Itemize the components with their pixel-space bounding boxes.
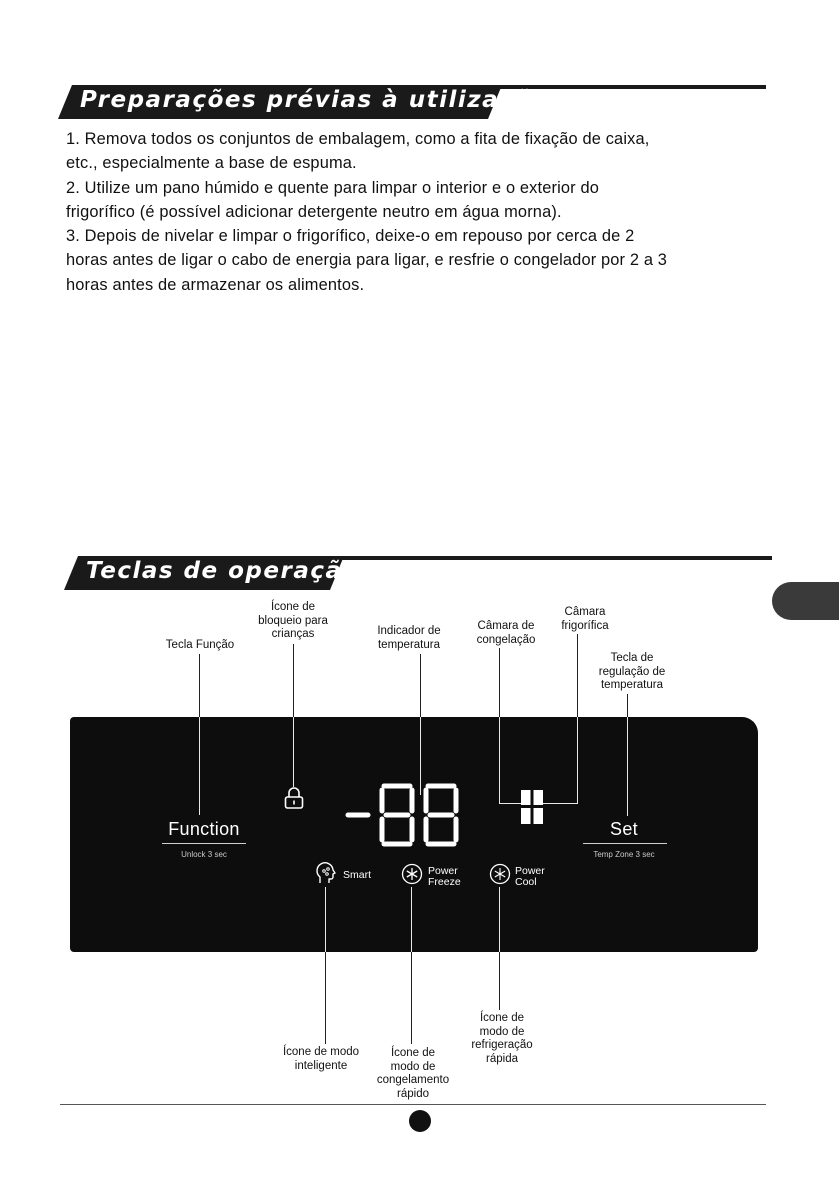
instruction-line: horas antes de ligar o cabo de energia para ligar, e resfrie o congelador por 2 a 3 bbox=[66, 251, 668, 270]
page-number-marker bbox=[409, 1110, 431, 1132]
leader-line bbox=[411, 952, 412, 1044]
instruction-line: 3. Depois de nivelar e limpar o frigorífico, deixe-o em repouso por cerca de 2 bbox=[66, 227, 635, 246]
leader-line bbox=[627, 717, 628, 816]
set-key-hint: Temp Zone 3 sec bbox=[593, 850, 655, 859]
side-tab bbox=[772, 582, 839, 620]
power-freeze-icon bbox=[401, 863, 423, 885]
leader-line bbox=[577, 634, 578, 717]
section2-title: Teclas de operação bbox=[86, 558, 360, 584]
callout-congelamento-rapido: Ícone de modo de congelamento rápido bbox=[376, 1047, 450, 1100]
smart-mode-label: Smart bbox=[343, 869, 372, 881]
smart-mode-icon bbox=[314, 862, 338, 886]
power-cool-label: Power Cool bbox=[515, 865, 545, 888]
temperature-display bbox=[342, 782, 468, 848]
leader-line bbox=[325, 887, 326, 952]
leader-line bbox=[499, 887, 500, 952]
callout-refrigeracao-rapida: Ícone de modo de refrigeração rápida bbox=[471, 1012, 533, 1065]
callout-modo-inteligente: Ícone de modo inteligente bbox=[282, 1046, 360, 1072]
instruction-line: etc., especialmente a base de espuma. bbox=[66, 154, 357, 173]
function-key-hint: Unlock 3 sec bbox=[181, 850, 227, 859]
callout-tecla-funcao: Tecla Função bbox=[165, 639, 235, 651]
callout-regulacao: Tecla de regulação de temperatura bbox=[598, 652, 666, 691]
section2-rule bbox=[322, 556, 772, 560]
instruction-line: frigorífico (é possível adicionar detergente neutro em água morna). bbox=[66, 202, 562, 221]
leader-line bbox=[499, 952, 500, 1010]
callout-bloqueio: Ícone de bloqueio para crianças bbox=[258, 601, 328, 640]
instruction-line: 2. Utilize um pano húmido e quente para limpar o interior e o exterior do bbox=[66, 178, 600, 197]
leader-line bbox=[499, 648, 500, 717]
leader-line bbox=[199, 654, 200, 717]
function-key-underline bbox=[162, 843, 246, 844]
leader-line bbox=[411, 887, 412, 952]
leader-line bbox=[199, 717, 200, 815]
callout-frigorifica: Câmara frigorífica bbox=[561, 606, 609, 632]
callout-indicador: Indicador de temperatura bbox=[377, 625, 441, 651]
leader-line bbox=[420, 654, 421, 717]
set-key[interactable]: Set bbox=[610, 819, 638, 839]
leader-line bbox=[577, 717, 578, 803]
set-key-underline bbox=[583, 843, 667, 844]
leader-line bbox=[325, 952, 326, 1044]
instruction-line: horas antes de armazenar os alimentos. bbox=[66, 275, 365, 294]
instruction-line: 1. Remova todos os conjuntos de embalagem, como a fita de fixação de caixa, bbox=[66, 130, 650, 148]
lock-icon bbox=[284, 786, 304, 810]
function-key[interactable]: Function bbox=[168, 819, 240, 839]
compartment-icon bbox=[520, 789, 544, 825]
footer-rule bbox=[60, 1104, 766, 1105]
leader-line bbox=[293, 644, 294, 717]
power-cool-icon bbox=[489, 863, 511, 885]
section1-title: Preparações prévias à utilização bbox=[80, 87, 549, 113]
preparation-instructions bbox=[66, 127, 716, 297]
power-freeze-label: Power Freeze bbox=[428, 865, 461, 888]
leader-line bbox=[293, 717, 294, 787]
leader-line bbox=[499, 717, 500, 803]
leader-line bbox=[627, 694, 628, 717]
callout-congelacao: Câmara de congelação bbox=[476, 620, 536, 646]
